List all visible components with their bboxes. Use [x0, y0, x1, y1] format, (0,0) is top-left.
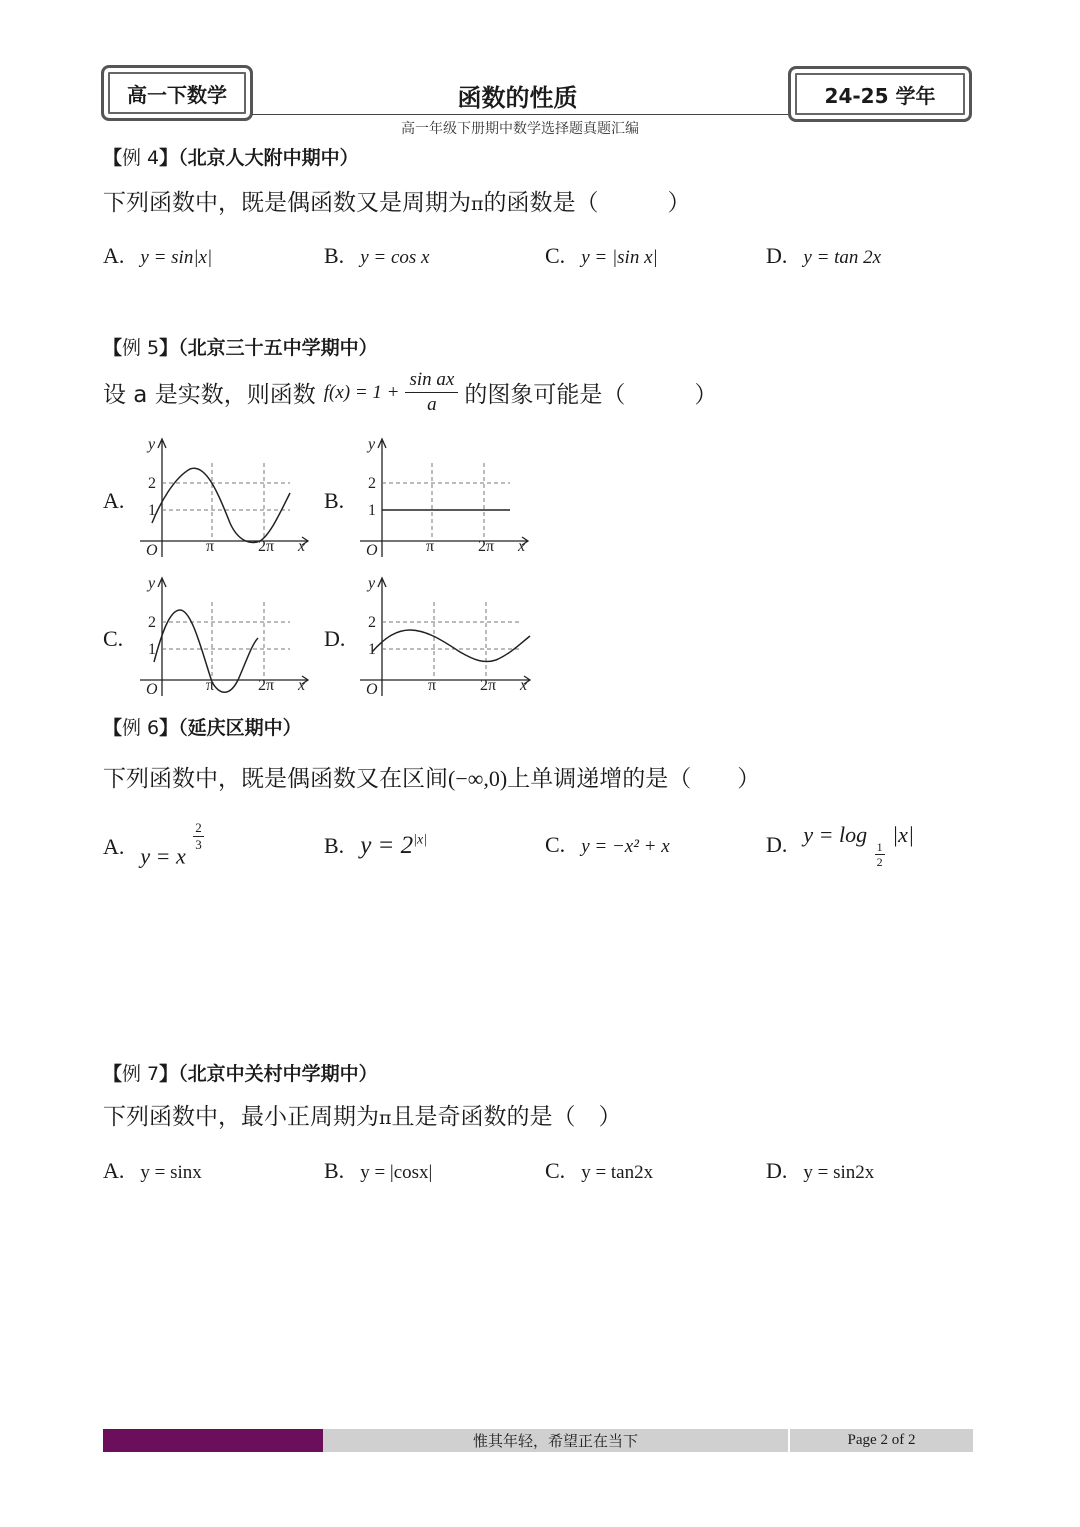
option-a[interactable] — [103, 1158, 202, 1184]
option-letter: B. — [324, 243, 345, 268]
example-label: 例 5 — [122, 337, 160, 359]
question-text: 下列函数中，最小正周期为 — [103, 1104, 379, 1130]
option-letter: C. — [545, 243, 566, 268]
option-expression: y = sinx — [140, 1162, 202, 1183]
log-base-denominator: 2 — [876, 855, 883, 870]
question-text-end: 上单调递增的是（ ） — [507, 766, 761, 792]
example-6-heading: 【例 6】（延庆区期中） — [103, 717, 302, 739]
option-expression: y = tan 2x — [803, 247, 882, 268]
year-label: 24-25 学年 — [824, 83, 936, 108]
option-letter: A. — [103, 243, 125, 268]
graph-option-c[interactable]: C. — [103, 626, 124, 651]
graph-option-a[interactable]: A. — [103, 488, 125, 513]
fraction-numerator: sin ax — [405, 368, 458, 393]
question-text-end: 且是奇函数的是（ ） — [391, 1104, 622, 1130]
example-source: （北京人大附中期中） — [178, 147, 359, 169]
origin-label: O — [146, 542, 158, 558]
tick-pi: π — [428, 677, 437, 694]
option-letter: B. — [324, 1158, 345, 1183]
curve-a — [152, 468, 290, 542]
example-4-question — [103, 184, 691, 217]
example-label: 例 6 — [122, 717, 160, 739]
option-expression: y = |cosx| — [360, 1162, 433, 1183]
expr-argument: |x| — [892, 822, 914, 847]
subject-label: 高一下数学 — [127, 82, 227, 107]
example-source: （北京三十五中学期中） — [178, 337, 378, 359]
option-expression: y = tan2x — [581, 1162, 654, 1183]
y-label: y — [148, 575, 156, 592]
example-5-heading: 【例 5】（北京三十五中学期中） — [103, 337, 378, 359]
graph-c — [140, 572, 315, 697]
option-c[interactable] — [545, 1158, 653, 1184]
fraction — [405, 368, 458, 417]
log-base-fraction — [875, 840, 885, 869]
option-expression — [360, 832, 427, 860]
option-letter: A. — [103, 833, 125, 859]
tick-1: 1 — [148, 641, 156, 658]
option-d[interactable] — [766, 243, 881, 269]
subject-label-box — [101, 65, 253, 121]
option-expression — [140, 820, 203, 875]
expr-base: y = log — [803, 822, 868, 847]
tick-2: 2 — [148, 614, 156, 631]
pi-symbol: π — [471, 193, 484, 215]
y-label: y — [148, 436, 156, 453]
exponent-numerator: 2 — [195, 820, 202, 835]
question-text-end: 的图象可能是（ ） — [464, 382, 718, 408]
graph-d — [360, 572, 538, 697]
option-letter: A. — [103, 1158, 125, 1183]
option-letter: D. — [766, 243, 788, 268]
origin-label: O — [366, 681, 378, 697]
tick-pi: π — [206, 538, 215, 555]
y-label: y — [368, 436, 376, 453]
footer-motto: 惟其年轻，希望正在当下 — [323, 1429, 788, 1452]
page-title: 函数的性质 — [457, 84, 578, 112]
pi-symbol: π — [379, 1107, 392, 1129]
exponent-denominator: 3 — [195, 837, 202, 852]
curve-d — [372, 630, 530, 662]
option-c[interactable] — [545, 243, 658, 269]
log-base-numerator: 1 — [876, 840, 883, 855]
tick-pi: π — [426, 538, 435, 555]
example-source: （延庆区期中） — [178, 717, 302, 739]
tick-pi: π — [206, 677, 215, 694]
question-text: 下列函数中，既是偶函数又是周期为 — [103, 190, 471, 216]
option-letter: C. — [545, 832, 566, 857]
option-d[interactable] — [766, 822, 914, 870]
tick-2pi: 2π — [258, 677, 275, 694]
tick-2: 2 — [148, 475, 156, 492]
tick-1: 1 — [368, 502, 376, 519]
x-label: x — [520, 677, 528, 694]
option-expression: y = −x² + x — [581, 836, 670, 857]
graph-a — [140, 433, 315, 558]
x-label: x — [298, 538, 306, 555]
example-7-heading: 【例 7】（北京中关村中学期中） — [103, 1063, 378, 1085]
option-expression: y = |sin x| — [581, 247, 658, 268]
option-b[interactable] — [324, 1158, 432, 1184]
example-label: 例 4 — [122, 147, 160, 169]
option-a[interactable] — [103, 243, 212, 269]
footer-accent-bar — [103, 1429, 323, 1452]
header-rule — [252, 114, 788, 115]
question-text: 下列函数中，既是偶函数又在区间 — [103, 766, 448, 792]
x-label: x — [298, 677, 306, 694]
example-7-question — [103, 1098, 622, 1131]
example-4-heading: 【例 4】（北京人大附中期中） — [103, 147, 359, 169]
option-b[interactable] — [324, 832, 427, 860]
tick-1: 1 — [148, 502, 156, 519]
example-5-question — [103, 368, 717, 417]
question-text-end: 的函数是（ ） — [483, 190, 691, 216]
expr-base: y = x — [140, 843, 186, 869]
example-source: （北京中关村中学期中） — [178, 1063, 378, 1085]
page-subtitle: 高一年级下册期中数学选择题真题汇编 — [401, 121, 639, 137]
option-b[interactable] — [324, 243, 429, 269]
example-6-question — [103, 760, 760, 793]
origin-label: O — [146, 681, 158, 697]
tick-2pi: 2π — [480, 677, 497, 694]
example-label: 例 7 — [122, 1063, 160, 1085]
option-letter: B. — [324, 833, 345, 858]
option-a[interactable] — [103, 820, 204, 869]
function-expression: f(x) = 1 + — [323, 381, 400, 403]
exponent-fraction — [193, 820, 204, 853]
fraction-denominator: a — [427, 394, 437, 415]
tick-1: 1 — [368, 641, 376, 658]
option-c[interactable] — [545, 832, 670, 858]
interval-expression: (−∞,0) — [448, 766, 508, 791]
expr-exponent: |x| — [413, 832, 428, 848]
tick-2pi: 2π — [478, 538, 495, 555]
footer-page-number: Page 2 of 2 — [790, 1429, 973, 1452]
graph-option-b[interactable]: B. — [324, 488, 345, 513]
graph-b — [360, 433, 535, 558]
option-expression: y = cos x — [360, 247, 430, 268]
option-letter: C. — [545, 1158, 566, 1183]
tick-2: 2 — [368, 475, 376, 492]
origin-label: O — [366, 542, 378, 558]
option-d[interactable] — [766, 1158, 874, 1184]
y-label: y — [368, 575, 376, 592]
x-label: x — [518, 538, 526, 555]
option-letter: D. — [766, 1158, 788, 1183]
option-expression: y = sin2x — [803, 1162, 875, 1183]
expr-base: y = 2 — [360, 832, 414, 859]
year-label-box — [788, 66, 972, 122]
option-letter: D. — [766, 832, 788, 857]
graph-option-d[interactable]: D. — [324, 626, 346, 651]
question-text: 设 a 是实数，则函数 — [103, 382, 316, 408]
tick-2pi: 2π — [258, 538, 275, 555]
tick-2: 2 — [368, 614, 376, 631]
option-expression: y = sin|x| — [140, 247, 213, 268]
option-expression — [803, 822, 914, 870]
